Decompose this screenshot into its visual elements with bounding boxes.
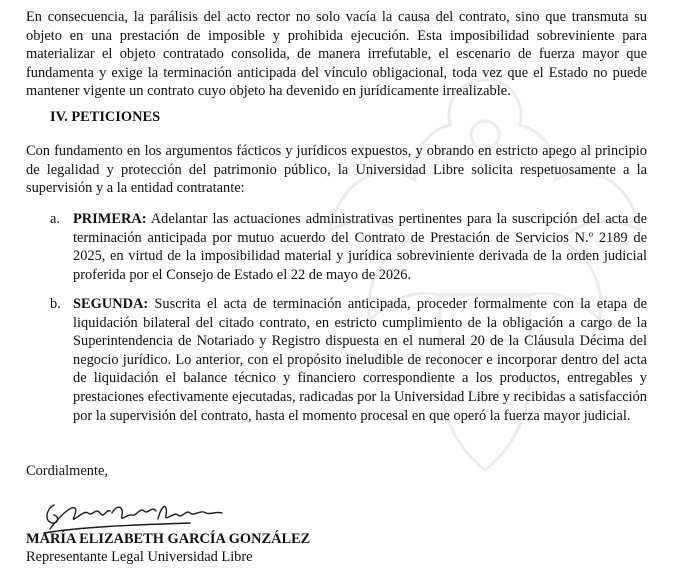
petition-lead: PRIMERA: <box>73 211 147 227</box>
petition-text: Suscrita el acta de terminación anticipada, proceder formalmente con la etapa de liquidación bilateral del citado contrato, en estricto cumplimiento de la obligación a cargo de la Superintendencia de Notariado y Registro dispuesta en el numeral 20 de la Cláusula Décima del negocio jurídico. Lo anterior, con el propósito ineludible de reconocer e incorporar dentro del acta de liquidación el balance técnico y financiero correspondiente a los productos, entregables y prestaciones efectivamente ejecutadas, radicadas por la Universidad Libre y recibidas a satisfacción por la supervisión del contrato, hasta el momento procesal en que operó la fuerza mayor judicial. <box>73 296 647 424</box>
body-paragraph: Con fundamento en los argumentos fácticos y jurídicos expuestos, y obrando en estricto apego al principio de legalidad y protección del patrimonio público, la Universidad Libre solicita respetuosamente a la supervisión y a la entidad contratante: <box>26 143 647 197</box>
closing-salutation: Cordialmente, <box>26 463 108 479</box>
signer-role: Representante Legal Universidad Libre <box>26 549 253 565</box>
section-heading: IV. PETICIONES <box>50 109 161 125</box>
petition-item-a <box>26 210 647 284</box>
signer-name: MARÍA ELIZABETH GARCÍA GONZÁLEZ <box>26 531 311 547</box>
petition-content <box>73 210 647 284</box>
list-marker: b. <box>50 296 61 312</box>
list-marker: a. <box>50 211 60 227</box>
petition-lead: SEGUNDA: <box>73 296 149 312</box>
petition-item-b <box>26 295 647 425</box>
petition-content <box>73 295 647 425</box>
petition-text: Adelantar las actuaciones administrativas pertinentes para la suscripción del acta de terminación anticipada por mutuo acuerdo del Contrato de Prestación de Servicios N.º 2189 de 2025, en virtud de la imposibilidad material y jurídica sobreviniente derivada de la orden judicial proferida por el Consejo de Estado el 22 de mayo de 2026. <box>73 211 647 283</box>
intro-paragraph: En consecuencia, la parálisis del acto rector no solo vacía la causa del contrato, sino que transmuta su objeto en una prestación de imposible y prohibida ejecución. Esta imposibilidad sobreviniente para materializar el objeto contratado consolida, de manera irrefutable, el escenario de fuerza mayor que fundamenta y exige la terminación anticipada del vínculo obligacional, toda vez que el Estado no puede mantener vigente un contrato cuyo objeto ha devenido en jurídicamente irrealizable. <box>26 9 647 100</box>
